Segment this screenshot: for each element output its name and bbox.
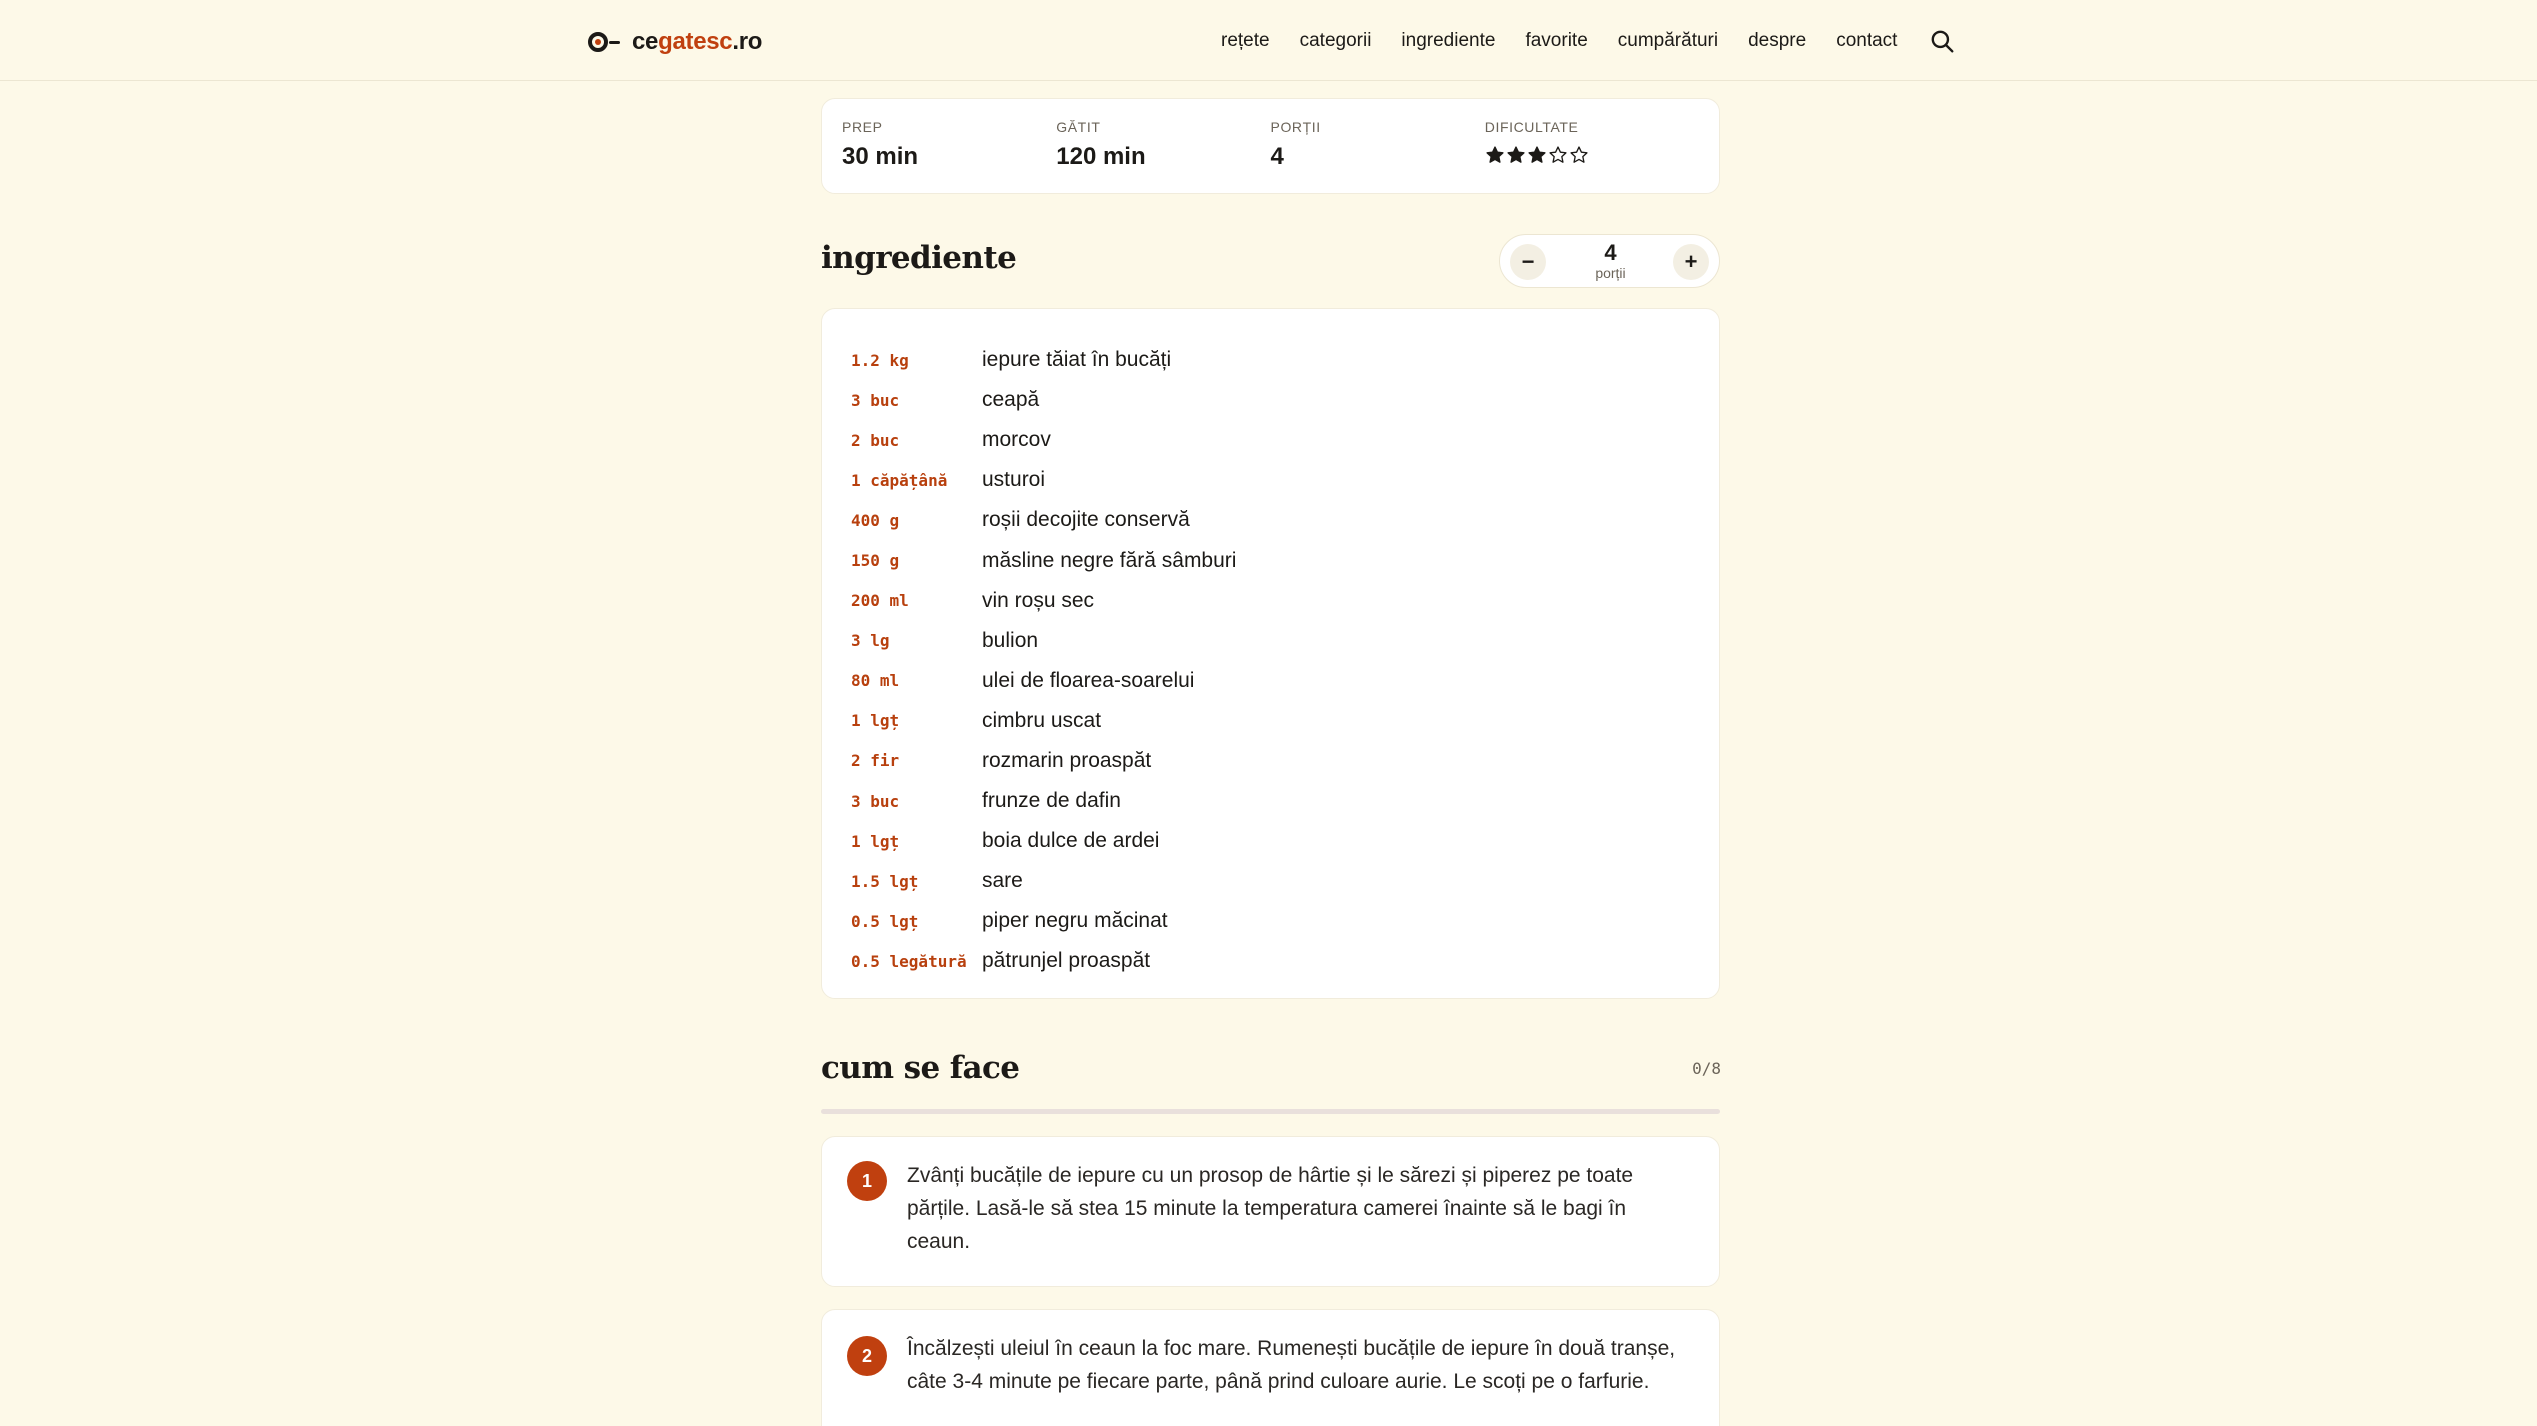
meta-difficulty — [1485, 119, 1699, 193]
ingredient-qty: 3 buc — [851, 390, 900, 410]
pan-logo-icon — [586, 30, 622, 54]
ingredient-name: usturoi — [982, 468, 1046, 492]
ingredient-qty: 80 ml — [851, 671, 900, 691]
ingredient-qty: 0.5 legătură — [851, 951, 967, 971]
ingredient-row — [851, 420, 1719, 460]
nav-link-favorite[interactable]: favorite — [1525, 30, 1588, 51]
ingredient-qty: 0.5 lgț — [851, 911, 919, 931]
main-nav — [1221, 22, 1955, 60]
ingredient-row — [851, 901, 1719, 941]
ingredient-row — [851, 500, 1719, 540]
ingredient-qty: 3 lg — [851, 631, 890, 651]
ingredient-name: măsline negre fără sâmburi — [982, 548, 1237, 572]
step-card[interactable] — [821, 1136, 1720, 1287]
recipe-meta-card — [821, 98, 1720, 194]
ingredient-name: rozmarin proaspăt — [982, 748, 1152, 772]
ingredient-qty: 150 g — [851, 551, 900, 571]
ingredient-qty: 1 căpățână — [851, 470, 948, 490]
search-button[interactable] — [1929, 28, 1955, 54]
servings-unit: porții — [1595, 265, 1626, 281]
step-text: Zvânți bucățile de iepure cu un prosop de hârtie și le sărezi și piperez pe toate părțile. Lasă-le să stea 15 minute la temperatura camerei înainte să le bagi în ceaun. — [907, 1164, 1634, 1253]
ingredient-row — [851, 540, 1719, 580]
ingredient-row — [851, 460, 1719, 500]
ingredient-name: boia dulce de ardei — [982, 829, 1160, 853]
ingredient-row — [851, 941, 1719, 981]
ingredients-list — [821, 308, 1720, 999]
steps-title: cum se face — [821, 1050, 1020, 1086]
star-filled-icon — [1527, 145, 1547, 165]
steps-progress-count: 0/8 — [1692, 1059, 1721, 1078]
ingredient-row — [851, 340, 1719, 380]
ingredient-name: morcov — [982, 428, 1051, 452]
meta-label: PORȚII — [1270, 119, 1321, 135]
nav-link-categorii[interactable]: categorii — [1299, 30, 1372, 51]
nav-link-despre[interactable]: despre — [1748, 30, 1807, 51]
ingredient-row — [851, 621, 1719, 661]
search-icon — [1929, 28, 1955, 54]
ingredient-name: ceapă — [982, 388, 1040, 412]
ingredient-qty: 400 g — [851, 510, 900, 530]
ingredient-name: ulei de floarea-soarelui — [982, 668, 1195, 692]
step-number: 1 — [847, 1161, 887, 1201]
increase-servings-button[interactable]: + — [1673, 244, 1709, 280]
star-filled-icon — [1506, 145, 1526, 165]
nav-link-ingrediente[interactable]: ingrediente — [1401, 30, 1496, 51]
meta-value: 120 min — [1056, 143, 1146, 170]
ingredient-row — [851, 821, 1719, 861]
step-text: Încălzești uleiul în ceaun la foc mare. Rumenești bucățile de iepure în două tranșe, câte 3-4 minute pe fiecare parte, până prind culoare aurie. Le scoți pe o farfurie. — [907, 1337, 1676, 1393]
ingredient-name: sare — [982, 869, 1023, 893]
site-header — [0, 0, 2537, 81]
meta-label: DIFICULTATE — [1484, 119, 1579, 135]
ingredient-name: bulion — [982, 628, 1039, 652]
ingredients-title: ingrediente — [821, 240, 1017, 276]
ingredient-name: frunze de dafin — [982, 789, 1121, 813]
logo-text: cegatesc.ro — [632, 28, 763, 55]
site-logo[interactable] — [586, 24, 762, 60]
ingredient-row — [851, 380, 1719, 420]
ingredient-qty: 1.5 lgț — [851, 871, 919, 891]
steps-progress-bar — [821, 1109, 1720, 1114]
ingredient-name: roșii decojite conservă — [982, 508, 1190, 532]
decrease-servings-button[interactable]: − — [1510, 244, 1546, 280]
meta-prep — [842, 119, 1056, 193]
servings-value: 4 — [1604, 240, 1617, 265]
ingredient-row — [851, 701, 1719, 741]
ingredient-name: piper negru măcinat — [982, 909, 1168, 933]
ingredient-qty: 3 buc — [851, 791, 900, 811]
ingredient-qty: 200 ml — [851, 591, 909, 611]
nav-link-retete[interactable]: rețete — [1221, 30, 1270, 51]
ingredient-name: iepure tăiat în bucăți — [982, 348, 1172, 372]
ingredient-qty: 1 lgț — [851, 831, 900, 851]
ingredient-qty: 2 buc — [851, 430, 900, 450]
step-card[interactable] — [821, 1309, 1720, 1426]
star-empty-icon — [1548, 145, 1568, 165]
meta-label: GĂTIT — [1056, 119, 1101, 135]
ingredient-row — [851, 781, 1719, 821]
difficulty-rating — [1485, 145, 1699, 165]
star-filled-icon — [1485, 145, 1505, 165]
meta-servings — [1271, 119, 1485, 193]
ingredient-row — [851, 581, 1719, 621]
step-number: 2 — [847, 1336, 887, 1376]
ingredient-name: cimbru uscat — [982, 708, 1102, 732]
meta-label: PREP — [842, 119, 883, 135]
servings-stepper — [1499, 234, 1720, 288]
meta-value: 4 — [1270, 143, 1284, 170]
star-empty-icon — [1569, 145, 1589, 165]
ingredient-row — [851, 661, 1719, 701]
ingredient-row — [851, 861, 1719, 901]
meta-value: 30 min — [842, 143, 919, 170]
meta-cook — [1056, 119, 1270, 193]
ingredient-qty: 2 fir — [851, 751, 900, 771]
ingredient-qty: 1.2 kg — [851, 350, 909, 370]
ingredient-name: vin roșu sec — [982, 588, 1095, 612]
ingredient-name: pătrunjel proaspăt — [982, 949, 1151, 973]
ingredient-row — [851, 741, 1719, 781]
ingredient-qty: 1 lgț — [851, 711, 900, 731]
nav-link-contact[interactable]: contact — [1836, 30, 1898, 51]
nav-link-cumparaturi[interactable]: cumpărături — [1617, 30, 1719, 51]
